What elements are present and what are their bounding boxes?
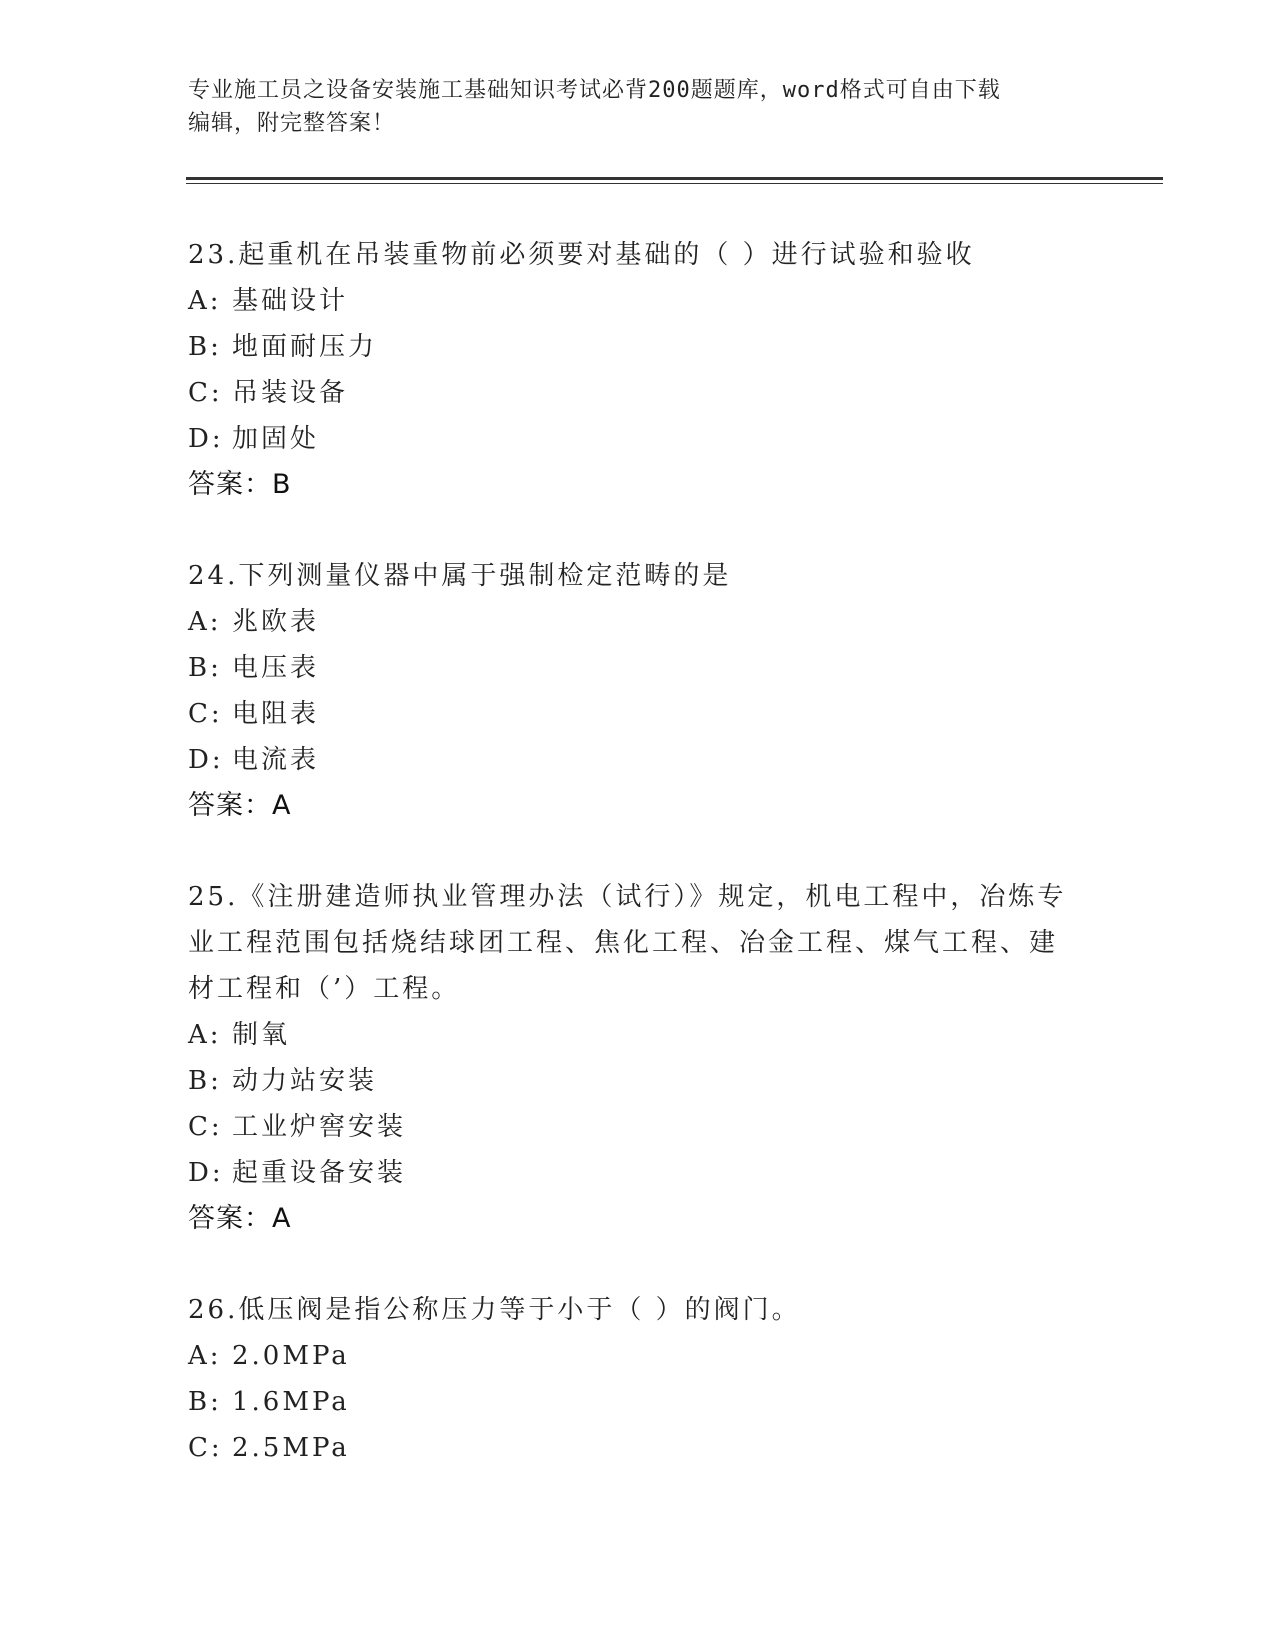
- option-key: A:: [188, 286, 222, 316]
- option-d: [188, 416, 1088, 462]
- option-c: [188, 1104, 1088, 1150]
- option-key: C:: [188, 378, 223, 408]
- option-text: 动力站安装: [232, 1066, 378, 1096]
- question-text-line-3: 材工程和（’）工程。: [188, 974, 461, 1004]
- option-text: 加固处: [232, 424, 320, 454]
- document-header: [188, 74, 1088, 140]
- option-a: [188, 278, 1088, 324]
- option-text: 兆欧表: [232, 607, 320, 637]
- option-a: [188, 1012, 1088, 1058]
- option-b: [188, 324, 1088, 370]
- option-b: [188, 645, 1088, 691]
- question-text: 23.起重机在吊装重物前必须要对基础的（ ）进行试验和验收: [188, 240, 975, 270]
- option-d: [188, 737, 1088, 783]
- header-line-1: 专业施工员之设备安装施工基础知识考试必背200题题库，word格式可自由下载: [188, 78, 1001, 103]
- question-23: [188, 232, 1088, 508]
- option-c: [188, 370, 1088, 416]
- question-25: [188, 874, 1088, 1242]
- option-key: C:: [188, 1112, 223, 1142]
- option-key: A:: [188, 1020, 222, 1050]
- option-c: [188, 691, 1088, 737]
- question-list: [188, 232, 1088, 1516]
- question-26: [188, 1287, 1088, 1471]
- option-c: [188, 1425, 1088, 1471]
- question-24: [188, 553, 1088, 829]
- option-key: D:: [188, 745, 224, 775]
- option-key: D:: [188, 424, 224, 454]
- option-key: B:: [188, 1387, 222, 1417]
- option-text: 电阻表: [232, 699, 320, 729]
- option-text: 1.6MPa: [232, 1387, 350, 1417]
- option-key: B:: [188, 653, 222, 683]
- answer-line: 答案：A: [188, 1203, 292, 1234]
- option-text: 电压表: [232, 653, 320, 683]
- option-key: D:: [188, 1158, 224, 1188]
- option-text: 工业炉窖安装: [232, 1112, 407, 1142]
- option-key: C:: [188, 699, 223, 729]
- header-rule-thick: [186, 177, 1163, 180]
- question-text-line-2: 业工程范围包括烧结球团工程、焦化工程、冶金工程、煤气工程、建: [188, 928, 1059, 958]
- option-text: 2.5MPa: [232, 1433, 350, 1463]
- option-text: 2.0MPa: [232, 1341, 350, 1371]
- option-b: [188, 1379, 1088, 1425]
- option-b: [188, 1058, 1088, 1104]
- option-a: [188, 599, 1088, 645]
- option-a: [188, 1333, 1088, 1379]
- option-key: B:: [188, 332, 222, 362]
- option-d: [188, 1150, 1088, 1196]
- option-key: B:: [188, 1066, 222, 1096]
- option-text: 吊装设备: [232, 378, 349, 408]
- header-rule-thin: [186, 183, 1163, 184]
- answer-line: 答案：A: [188, 790, 292, 821]
- question-text-line-1: 25.《注册建造师执业管理办法（试行）》规定，机电工程中，冶炼专: [188, 882, 1067, 912]
- answer-line: 答案：B: [188, 469, 292, 500]
- option-text: 基础设计: [232, 286, 349, 316]
- option-text: 地面耐压力: [232, 332, 378, 362]
- question-text: 26.低压阀是指公称压力等于小于（ ）的阀门。: [188, 1295, 801, 1325]
- option-text: 制氧: [232, 1020, 291, 1050]
- option-text: 电流表: [232, 745, 320, 775]
- option-key: A:: [188, 607, 222, 637]
- question-text: 24.下列测量仪器中属于强制检定范畴的是: [188, 561, 732, 591]
- option-key: A:: [188, 1341, 222, 1371]
- option-text: 起重设备安装: [232, 1158, 407, 1188]
- header-line-2: 编辑，附完整答案！: [188, 111, 396, 136]
- option-key: C:: [188, 1433, 223, 1463]
